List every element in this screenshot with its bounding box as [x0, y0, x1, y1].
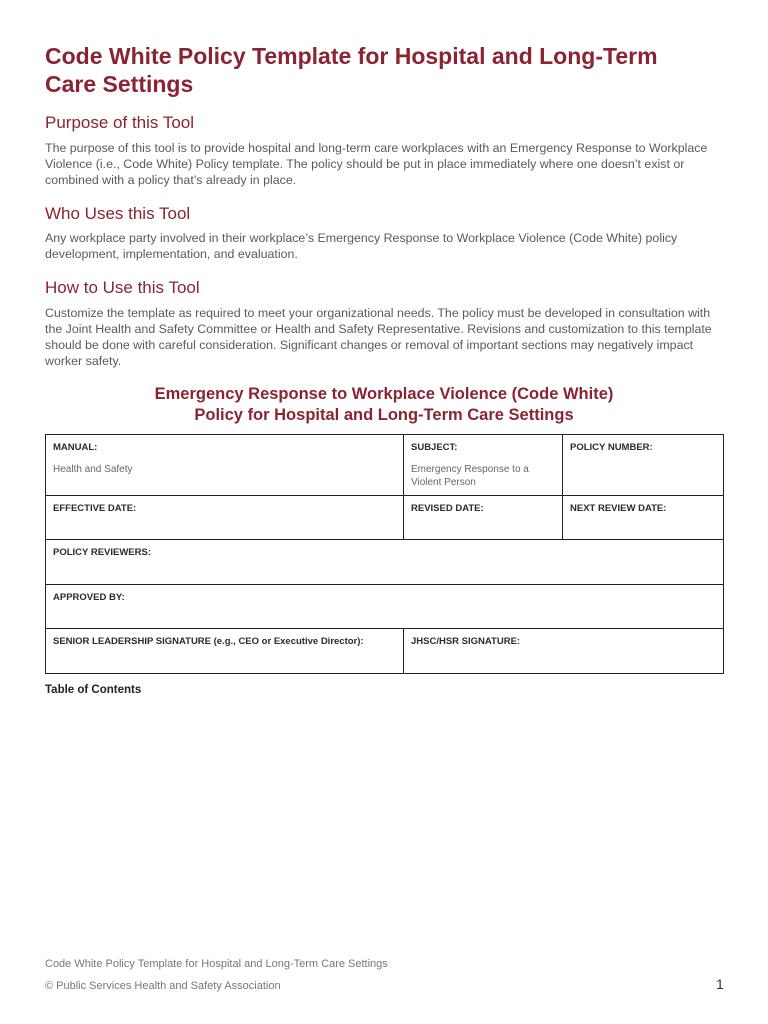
subject-cell — [404, 435, 563, 496]
policy-title-line2: Policy for Hospital and Long-Term Care Settings — [194, 406, 574, 424]
who-uses-heading: Who Uses this Tool — [45, 204, 191, 223]
senior-signature-cell — [46, 629, 404, 674]
footer-document-title: Code White Policy Template for Hospital and Long-Term Care Settings — [45, 958, 388, 970]
how-to-use-heading: How to Use this Tool — [45, 278, 200, 297]
manual-value: Health and Safety — [53, 464, 133, 475]
next-review-cell — [563, 496, 724, 540]
purpose-text: The purpose of this tool is to provide hospital and long-term care workplaces with an Emergency Response to Workplace Violence (i.e., Code White) Policy template. The policy should be put in place immediately where one doesn’t exist or combined with a policy that’s already in place. — [45, 141, 708, 187]
approved-by-label: APPROVED BY: — [53, 592, 125, 603]
jhsc-signature-label: JHSC/HSR SIGNATURE: — [411, 636, 521, 647]
revised-date-label: REVISED DATE: — [411, 503, 484, 514]
jhsc-signature-cell — [404, 629, 724, 674]
who-uses-text: Any workplace party involved in their workplace’s Emergency Response to Workplace Violence (Code White) policy development, implementation, and evaluation. — [45, 231, 678, 261]
policy-title — [45, 384, 723, 426]
reviewers-label: POLICY REVIEWERS: — [53, 547, 152, 558]
subject-value: Emergency Response to a Violent Person — [411, 464, 529, 488]
document-title: Code White Policy Template for Hospital and Long-Term Care Settings — [45, 43, 658, 97]
footer-copyright: © Public Services Health and Safety Association — [45, 980, 281, 992]
manual-cell — [46, 435, 404, 496]
effective-date-cell — [46, 496, 404, 540]
policy-info-table — [45, 434, 724, 674]
reviewers-cell — [46, 540, 724, 585]
subject-label: SUBJECT: — [411, 442, 458, 453]
how-to-use-text: Customize the template as required to meet your organizational needs. The policy must be developed in consultation with the Joint Health and Safety Committee or Health and Safety Representative. Revisions and customization to this template should be done with careful consideration. Significant changes or removal of important sections may negatively impact worker safety. — [45, 306, 712, 368]
manual-label: MANUAL: — [53, 442, 98, 453]
table-of-contents-heading: Table of Contents — [45, 684, 142, 696]
senior-signature-label: SENIOR LEADERSHIP SIGNATURE (e.g., CEO or Executive Director): — [53, 636, 364, 647]
effective-date-label: EFFECTIVE DATE: — [53, 503, 137, 514]
purpose-heading: Purpose of this Tool — [45, 113, 194, 132]
policy-number-cell — [563, 435, 724, 496]
policy-title-line1: Emergency Response to Workplace Violence (Code White) — [154, 385, 614, 403]
policy-number-label: POLICY NUMBER: — [570, 442, 653, 453]
approved-by-cell — [46, 585, 724, 629]
revised-date-cell — [404, 496, 563, 540]
page-number: 1 — [716, 976, 724, 992]
next-review-label: NEXT REVIEW DATE: — [570, 503, 667, 514]
